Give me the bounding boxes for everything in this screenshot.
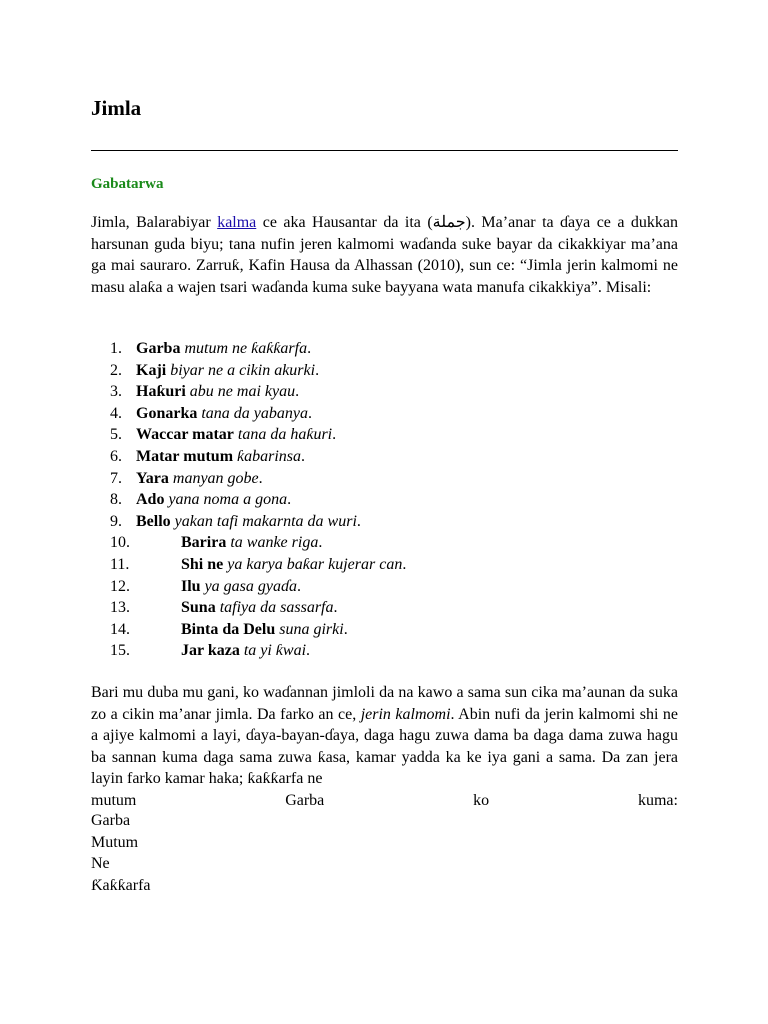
example-period: . [258,469,263,487]
last-line-word: mutum [91,791,137,809]
example-sentence [181,554,406,576]
example-subject: Bello [136,512,171,530]
example-subject: Gonarka [136,404,198,422]
example-period: . [297,577,302,595]
example-subject: Shi ne [181,555,224,573]
example-predicate: suna girki [275,620,344,638]
example-number: 5. [110,426,122,444]
example-period: . [333,599,338,617]
example-subject: Barira [181,534,227,552]
example-predicate: tafiya da sassarfa [215,599,334,617]
example-period: . [301,447,306,465]
example-item [91,554,678,576]
intro-text-start: Jimla, Balarabiyar [91,214,218,231]
example-sentence [181,640,310,662]
stacked-word: Garba [91,812,131,829]
stacked-word: Mutum [91,833,139,851]
example-item [91,381,678,403]
example-subject: Matar mutum [136,447,234,465]
example-period: . [356,512,361,530]
explanation-last-line [91,790,678,812]
example-period: . [307,340,312,357]
stacked-word: Ne [91,855,110,873]
explanation-text-end: . Abin nufi da jerin kalmomi shi ne a ajiye kalmomi a layi, ɗaya-bayan-ɗaya, daga hagu zuwa dama ba daga dama zuwa hagu ba sannan kuma daga sama zuwa ƙasa, kamar yadda ka ke iya gani a sama. Da zan jera layin farko kamar haka; ƙaƙƙarfa ne [91,705,678,788]
example-number: 7. [110,469,122,487]
example-subject: Kaji [136,361,167,379]
example-item [91,489,678,511]
stacked-word: Ƙaƙƙarfa [91,876,151,894]
example-item [91,338,678,360]
example-sentence [181,619,348,641]
kalma-link[interactable]: kalma [217,214,257,231]
example-number: 15. [110,642,130,660]
explanation-text-start: Bari mu duba mu gani, ko waɗannan jimloli da na kawo a sama sun cika ma’aunan da suka zo a cikin ma’anar jimla. Da farko an ce, [91,684,678,723]
example-subject: Waccar matar [136,426,234,444]
example-item [91,424,678,446]
example-period: . [402,555,407,573]
example-subject: Garba [136,340,181,357]
example-predicate: mutum ne ƙaƙƙarfa [180,340,308,357]
example-item [91,446,678,468]
example-period: . [315,361,320,379]
example-period: . [306,642,311,660]
example-number: 14. [110,620,130,638]
page-title: Jimla [91,96,142,120]
example-subject: Binta da Delu [181,620,276,638]
example-sentence-list [91,338,678,662]
example-number: 13. [110,599,130,617]
example-period: . [295,383,300,401]
example-sentence [181,576,301,598]
example-item [91,403,678,425]
explanation-paragraph [91,682,678,812]
intro-text-end: ce aka Hausantar da ita (جملة). Ma’anar ta ɗaya ce a dukkan harsunan guda biyu; tana nufin jeren kalmomi waɗanda suke bayar da cikakkiyar ma’ana ga mai sauraro. Zarruƙ, Kafin Hausa da Alhassan (2010), sun ce: “Jimla jerin kalmomi ne masu alaƙa a wajen tsari waɗanda kuma suke bayyana wata manufa cikakkiya”. Misali: [91,214,678,296]
example-sentence [181,532,322,554]
example-predicate: tana da haƙuri [233,426,333,444]
example-predicate: ya gasa gyaɗa [200,577,298,595]
example-number: 3. [110,383,122,401]
example-period: . [287,491,292,509]
example-period: . [332,426,337,444]
example-period: . [308,404,312,422]
example-sentence [136,403,312,425]
example-sentence [136,446,305,468]
example-predicate: manyan gobe [168,469,259,487]
example-subject: Ado [136,491,165,509]
example-sentence [136,511,361,533]
example-item [91,619,678,641]
example-number: 1. [110,340,122,357]
example-sentence [136,381,299,403]
example-predicate: abu ne mai kyau [185,383,296,401]
example-item [91,468,678,490]
last-line-word: Garba [285,791,325,809]
example-subject: Suna [181,599,216,617]
example-predicate: ta wanke riga [226,534,319,552]
example-subject: Ilu [181,577,201,595]
example-predicate: tana da yabanya [197,404,308,422]
example-predicate: biyar ne a cikin akurki [166,361,316,379]
example-number: 4. [110,404,122,422]
example-predicate: ta yi ƙwai [239,642,307,660]
example-subject: Yara [136,469,169,487]
example-number: 2. [110,361,122,379]
example-number: 8. [110,491,122,509]
example-sentence [136,360,319,382]
example-predicate: yakan tafi makarnta da wuri [170,512,357,530]
last-line-word: ko [473,791,490,809]
intro-paragraph [91,212,678,298]
stacked-word-list [91,810,151,896]
example-item [91,597,678,619]
example-sentence [136,424,336,446]
explanation-emphasis: jerin kalmomi [360,705,451,723]
example-predicate: yana noma a gona [164,491,288,509]
example-subject: Jar kaza [181,642,240,660]
example-number: 9. [110,512,122,530]
example-sentence [136,489,291,511]
example-sentence [181,597,338,619]
horizontal-rule [91,150,678,151]
example-sentence [136,468,263,490]
example-number: 6. [110,447,122,465]
example-period: . [343,620,348,638]
example-predicate: ƙabarinsa [233,447,302,465]
example-predicate: ya karya baƙar kujerar can [223,555,403,573]
last-line-word: kuma: [637,791,678,809]
example-sentence [136,338,311,360]
section-heading: Gabatarwa [91,176,164,192]
example-number: 12. [110,577,130,595]
example-period: . [318,534,323,552]
example-item [91,511,678,533]
example-item [91,576,678,598]
example-subject: Haƙuri [136,383,186,401]
example-item [91,360,678,382]
example-number: 10. [110,534,130,552]
example-number: 11. [110,555,130,573]
example-item [91,532,678,554]
example-item [91,640,678,662]
